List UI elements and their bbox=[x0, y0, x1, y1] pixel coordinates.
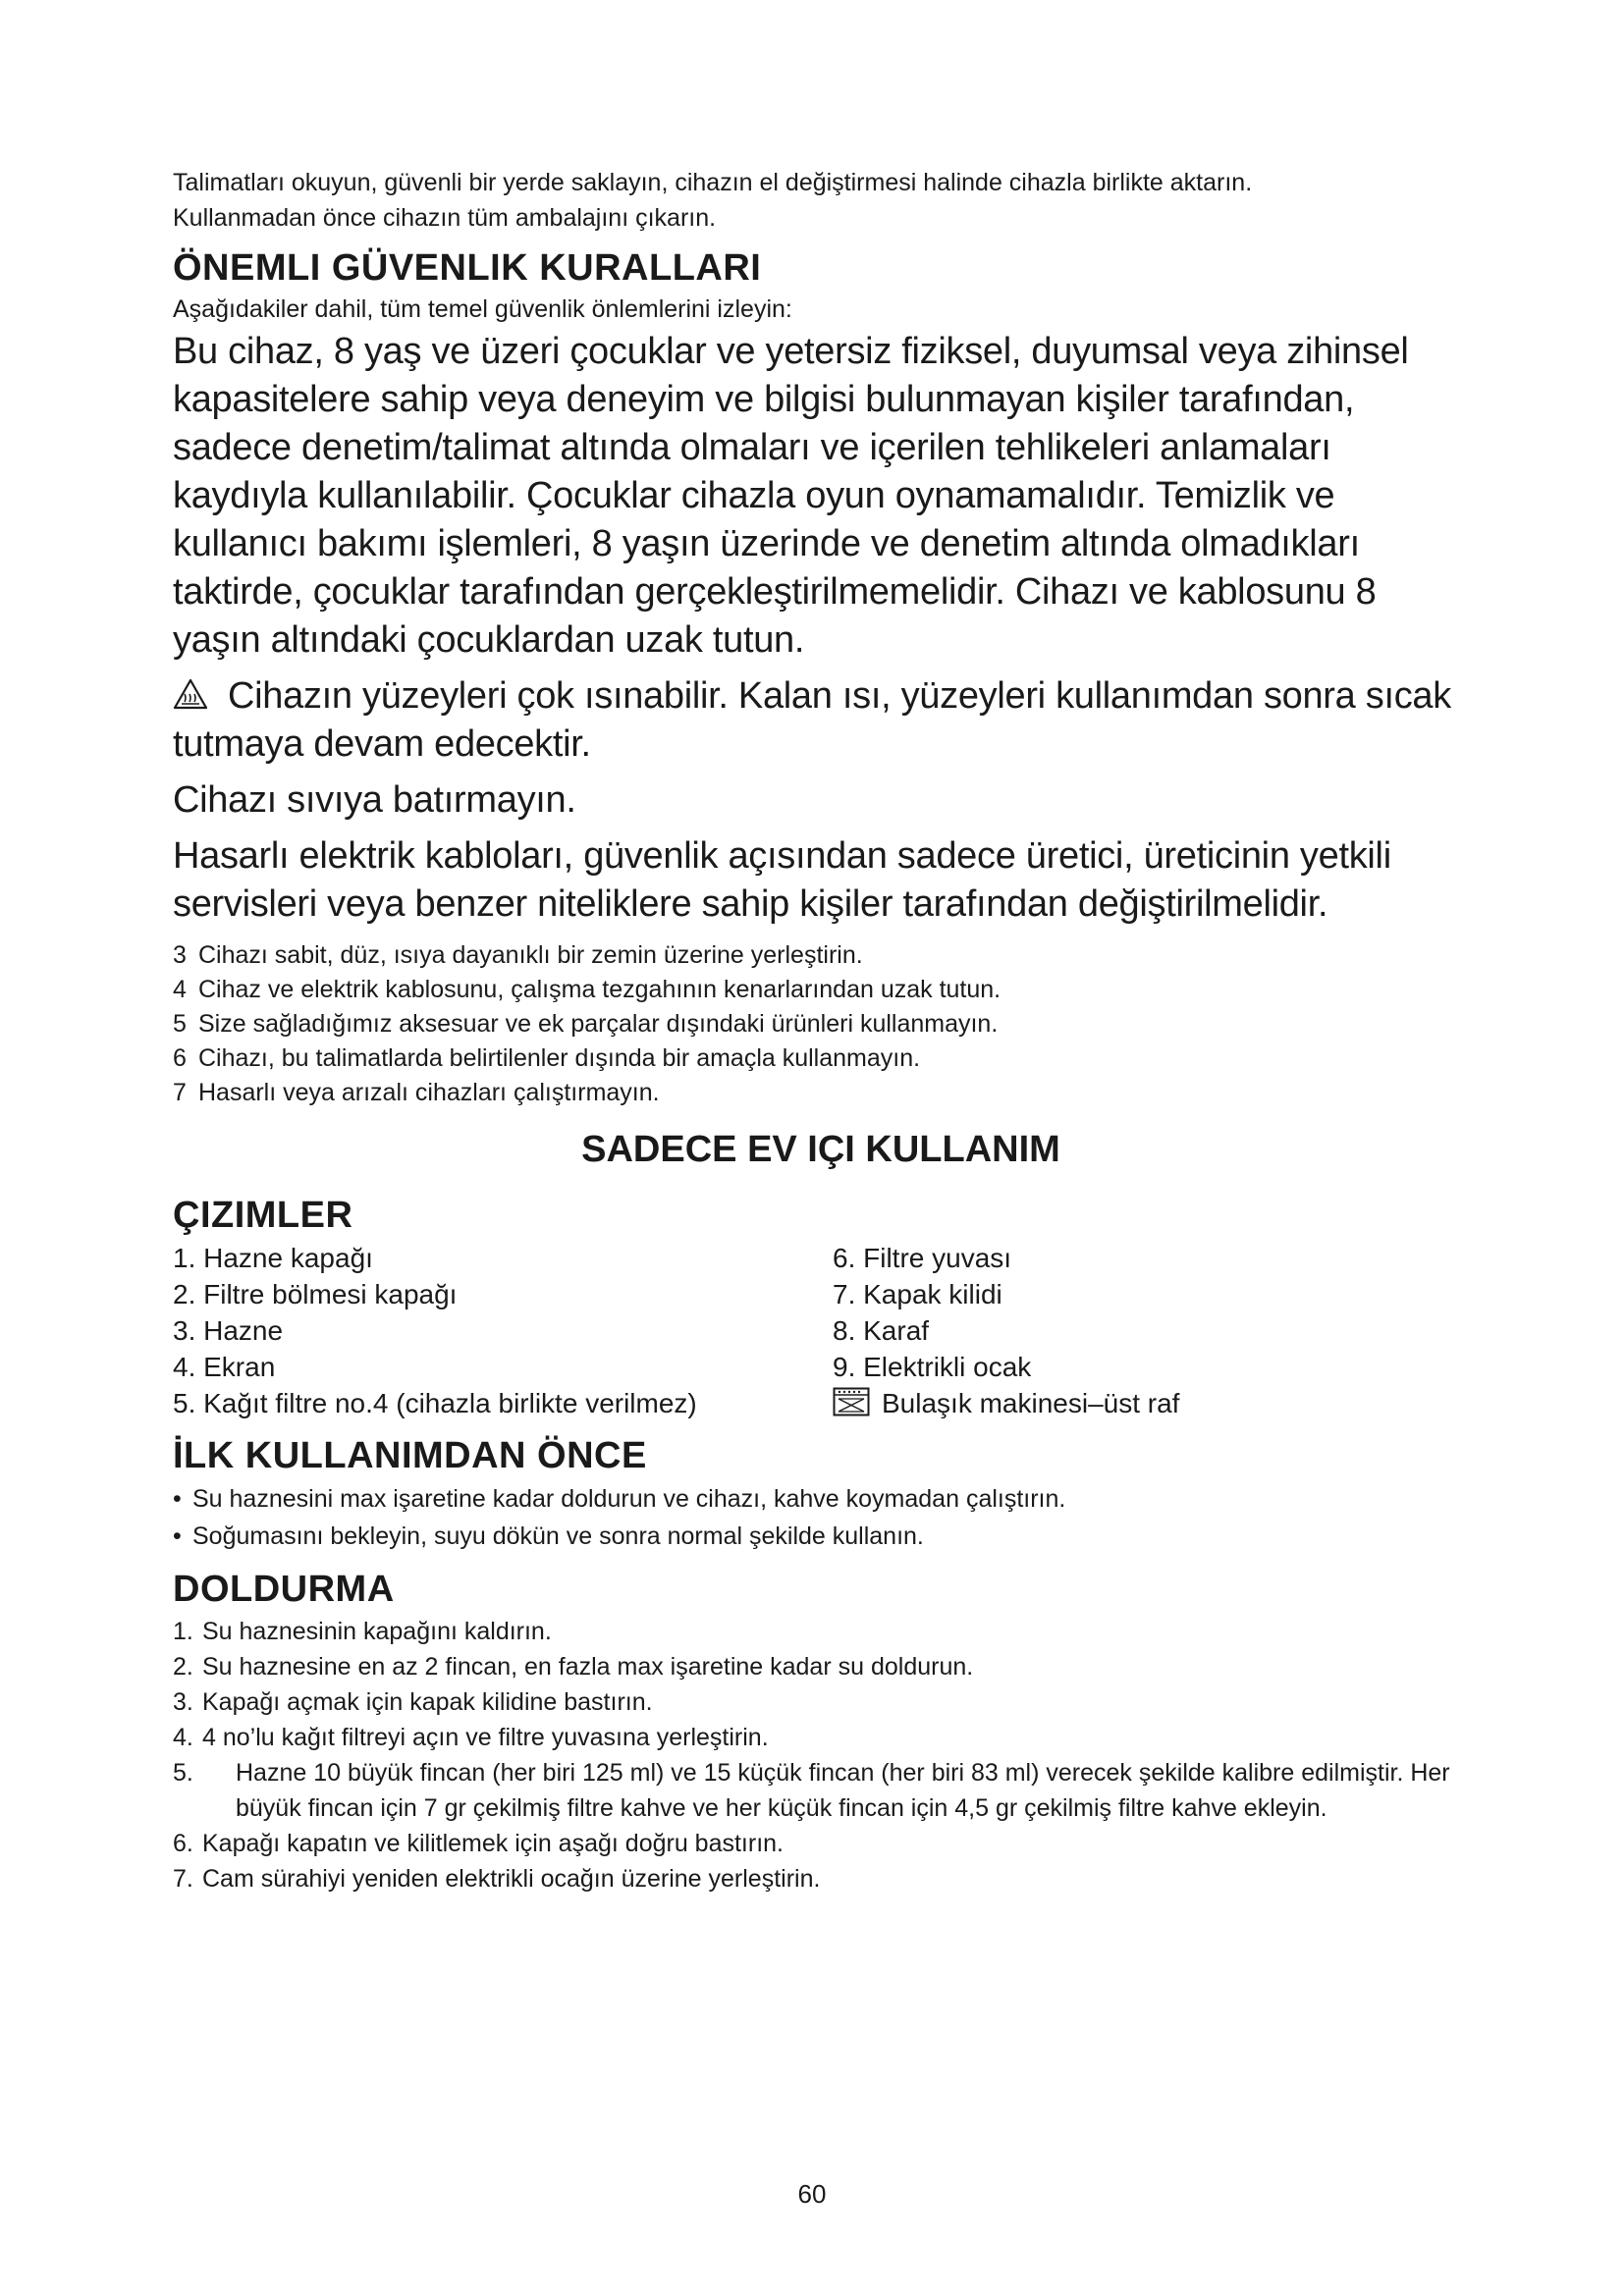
safety-item-text: Cihazı, bu talimatlarda belirtilenler dışında bir amaçla kullanmayın. bbox=[198, 1044, 921, 1072]
part-item: 5. Kağıt filtre no.4 (cihazla birlikte verilmez) bbox=[173, 1388, 697, 1418]
dishwasher-safe-text: Bulaşık makinesi–üst raf bbox=[882, 1388, 1180, 1418]
filling-step bbox=[173, 1755, 1469, 1826]
safety-item-text: Size sağladığımız aksesuar ve ek parçalar dışındaki ürünleri kullanmayın. bbox=[198, 1010, 999, 1038]
step-text: Su haznesine en az 2 fincan, en fazla max işaretine kadar su doldurun. bbox=[202, 1653, 974, 1681]
safety-item-number: 3 bbox=[173, 941, 187, 969]
safety-children-paragraph: Bu cihaz, 8 yaş ve üzeri çocuklar ve yetersiz fiziksel, duyumsal veya zihinsel kapasitelere sahip veya deneyim ve bilgisi bulunmayan kişiler tarafından, sadece denetim/talimat altında olmaları ve içerilen tehlikeleri anlamaları kaydıyla kullanılabilir. Çocuklar cihazla oyun oynamamalıdır. Temizlik ve kullanıcı bakımı işlemleri, 8 yaşın üzerinde ve denetim altında olmadıkları taktirde, çocuklar tarafından gerçekleştirilmemelidir. Cihazı ve kablosunu 8 yaşın altındaki çocuklardan uzak tutun. bbox=[173, 331, 1409, 661]
step-text: Hazne 10 büyük fincan (her biri 125 ml) ve 15 küçük fincan (her biri 83 ml) verecek şekilde kalibre edilmiştir. Her büyük fincan için 7 gr çekilmiş filtre kahve ve her küçük fincan için 4,5 gr çekilmiş filtre kahve ekleyin. bbox=[236, 1759, 1450, 1822]
safety-item-number: 6 bbox=[173, 1044, 187, 1072]
first-use-item bbox=[173, 1480, 1469, 1518]
hot-surface-warning-text: Cihazın yüzeyleri çok ısınabilir. Kalan ısı, yüzeyleri kullanımdan sonra sıcak tutmaya devam edecektir. bbox=[173, 675, 1451, 765]
drawings-left-column bbox=[173, 1240, 833, 1421]
first-use-heading: İLK KULLANIMDAN ÖNCE bbox=[173, 1435, 647, 1476]
safety-item-text: Cihazı sabit, düz, ısıya dayanıklı bir zemin üzerine yerleştirin. bbox=[198, 941, 863, 969]
hot-surface-warning-icon bbox=[173, 674, 208, 706]
manual-page bbox=[173, 165, 1469, 1896]
safety-list-item bbox=[173, 938, 1469, 973]
filling-step bbox=[173, 1720, 1469, 1755]
step-number: 7. bbox=[173, 1865, 193, 1893]
safety-item-number: 7 bbox=[173, 1079, 187, 1106]
dishwasher-icon bbox=[833, 1387, 870, 1416]
safety-numbered-list bbox=[173, 938, 1469, 1110]
household-use-heading: SADECE EV IÇI KULLANIM bbox=[581, 1129, 1060, 1170]
damaged-cable-paragraph: Hasarlı elektrik kabloları, güvenlik açısından sadece üretici, üreticinin yetkili servisleri veya benzer niteliklere sahip kişiler tarafından değiştirilmelidir. bbox=[173, 835, 1391, 925]
part-item: 7. Kapak kilidi bbox=[833, 1279, 1002, 1309]
safety-item-number: 5 bbox=[173, 1010, 187, 1038]
safety-list-item bbox=[173, 1041, 1469, 1076]
safety-heading: ÖNEMLI GÜVENLIK KURALLARI bbox=[173, 247, 762, 289]
filling-heading: DOLDURMA bbox=[173, 1569, 395, 1610]
bullet-glyph: • bbox=[173, 1485, 182, 1513]
filling-step bbox=[173, 1861, 1469, 1896]
safety-list-item bbox=[173, 973, 1469, 1007]
step-text: Kapağı açmak için kapak kilidine bastırın. bbox=[202, 1688, 653, 1716]
first-use-item-text: Su haznesini max işaretine kadar doldurun ve cihazı, kahve koymadan çalıştırın. bbox=[192, 1485, 1066, 1513]
drawings-right-column bbox=[833, 1240, 1179, 1421]
filling-steps-list bbox=[173, 1614, 1469, 1896]
step-text: Kapağı kapatın ve kilitlemek için aşağı doğru bastırın. bbox=[202, 1830, 784, 1857]
no-immersion-paragraph: Cihazı sıvıya batırmayın. bbox=[173, 779, 576, 821]
first-use-item-text: Soğumasını bekleyin, suyu dökün ve sonra normal şekilde kullanın. bbox=[192, 1522, 924, 1550]
safety-item-number: 4 bbox=[173, 976, 187, 1003]
part-item: 4. Ekran bbox=[173, 1352, 276, 1382]
step-text: Cam sürahiyi yeniden elektrikli ocağın üzerine yerleştirin. bbox=[202, 1865, 821, 1893]
intro-line-2: Kullanmadan önce cihazın tüm ambalajını çıkarın. bbox=[173, 204, 717, 232]
step-number: 5. bbox=[173, 1759, 193, 1787]
drawings-parts-list bbox=[173, 1240, 1469, 1421]
first-use-item bbox=[173, 1518, 1469, 1555]
step-text: Su haznesinin kapağını kaldırın. bbox=[202, 1618, 552, 1645]
part-item: 1. Hazne kapağı bbox=[173, 1243, 373, 1273]
step-text: 4 no’lu kağıt filtreyi açın ve filtre yuvasına yerleştirin. bbox=[202, 1724, 769, 1751]
part-item: 3. Hazne bbox=[173, 1315, 284, 1346]
filling-step bbox=[173, 1614, 1469, 1649]
hot-surface-warning bbox=[173, 672, 1469, 769]
part-item: 8. Karaf bbox=[833, 1315, 930, 1346]
intro-line-1: Talimatları okuyun, güvenli bir yerde saklayın, cihazın el değiştirmesi halinde cihazla birlikte aktarın. bbox=[173, 169, 1253, 196]
step-number: 4. bbox=[173, 1724, 193, 1751]
part-item: 9. Elektrikli ocak bbox=[833, 1352, 1032, 1382]
part-item: 2. Filtre bölmesi kapağı bbox=[173, 1279, 458, 1309]
bullet-glyph: • bbox=[173, 1522, 182, 1550]
step-number: 2. bbox=[173, 1653, 193, 1681]
first-use-list bbox=[173, 1480, 1469, 1555]
step-number: 6. bbox=[173, 1830, 193, 1857]
drawings-heading: ÇIZIMLER bbox=[173, 1195, 353, 1236]
safety-list-item bbox=[173, 1076, 1469, 1110]
filling-step bbox=[173, 1649, 1469, 1684]
filling-step bbox=[173, 1826, 1469, 1861]
part-item: 6. Filtre yuvası bbox=[833, 1243, 1012, 1273]
safety-item-text: Hasarlı veya arızalı cihazları çalıştırmayın. bbox=[198, 1079, 660, 1106]
safety-item-text: Cihaz ve elektrik kablosunu, çalışma tezgahının kenarlarından uzak tutun. bbox=[198, 976, 1001, 1003]
safety-subheading: Aşağıdakiler dahil, tüm temel güvenlik önlemlerini izleyin: bbox=[173, 295, 792, 323]
step-number: 3. bbox=[173, 1688, 193, 1716]
dishwasher-safe-item bbox=[833, 1385, 1179, 1421]
filling-step bbox=[173, 1684, 1469, 1720]
safety-list-item bbox=[173, 1007, 1469, 1041]
page-number: 60 bbox=[797, 2179, 827, 2209]
step-number: 1. bbox=[173, 1618, 193, 1645]
